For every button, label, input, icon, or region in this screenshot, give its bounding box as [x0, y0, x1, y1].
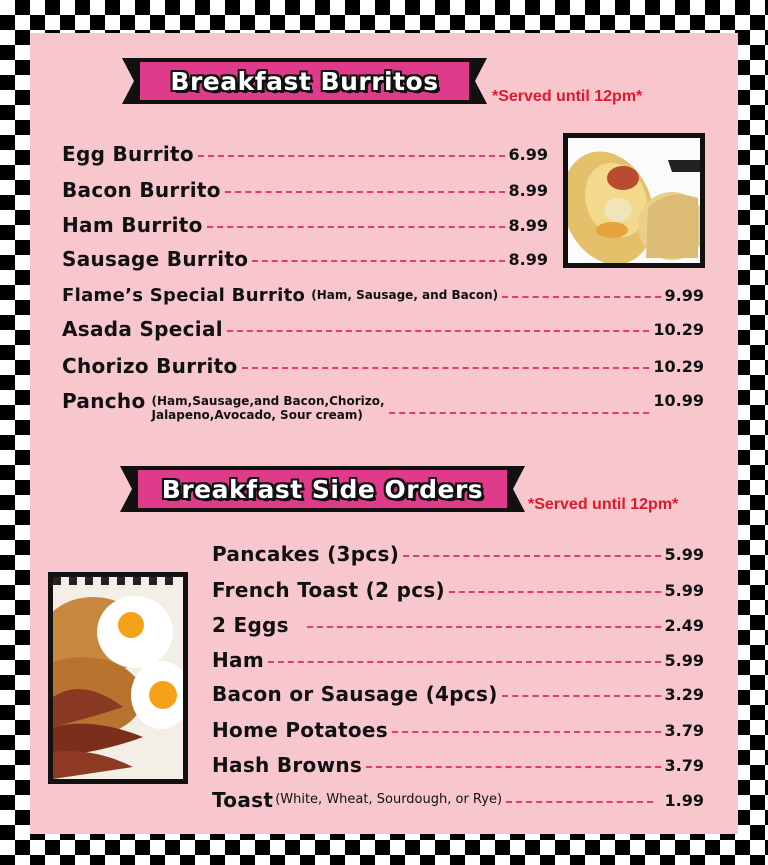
- served-note: *Served until 12pm*: [492, 88, 643, 105]
- item-name: Sausage Burrito: [62, 247, 249, 271]
- item-price: 5.99: [664, 580, 704, 600]
- item-price: 5.99: [664, 544, 704, 564]
- item-price: 10.99: [653, 391, 704, 410]
- item-name: Home Potatoes: [212, 718, 388, 742]
- leader-dots: [207, 226, 505, 228]
- leader-dots: [392, 731, 661, 733]
- section-title: Breakfast Side Orders: [161, 474, 484, 504]
- item-name: Asada Special: [62, 317, 223, 341]
- menu-item: [212, 785, 704, 815]
- item-price: 3.79: [664, 755, 704, 775]
- item-price: 6.99: [508, 144, 548, 164]
- leader-dots: [366, 766, 660, 768]
- item-price: 3.79: [664, 720, 704, 740]
- menu-item: [62, 175, 548, 205]
- menu-item: [212, 750, 704, 780]
- item-name: Chorizo Burrito: [62, 354, 238, 378]
- item-price: 8.99: [508, 215, 548, 235]
- menu-item: [212, 575, 704, 605]
- item-price: 5.99: [664, 650, 704, 670]
- item-name: Pancakes (3pcs): [212, 542, 400, 566]
- menu-item: [62, 139, 548, 169]
- leader-dots: [502, 695, 661, 697]
- item-detail: [152, 394, 385, 422]
- item-name: Flame’s Special Burrito: [62, 284, 306, 306]
- breakfast-photo: [48, 572, 188, 784]
- menu-item: [212, 679, 704, 709]
- item-name: Ham: [212, 648, 264, 672]
- item-price: 8.99: [508, 249, 548, 269]
- item-price: 10.29: [653, 356, 704, 376]
- detail-line: Jalapeno,Avocado, Sour cream): [151, 408, 363, 422]
- leader-dots: [268, 661, 661, 663]
- item-name: French Toast (2 pcs): [212, 578, 445, 602]
- menu-item: [212, 645, 704, 675]
- leader-dots: [225, 191, 505, 193]
- item-name: Pancho: [62, 389, 146, 413]
- item-name: Bacon Burrito: [62, 178, 221, 202]
- leader-dots: [242, 367, 650, 369]
- item-detail: (Ham, Sausage, and Bacon): [311, 288, 499, 302]
- leader-dots: [198, 155, 505, 157]
- served-note: *Served until 12pm*: [528, 496, 679, 513]
- side-orders-banner: [120, 466, 525, 512]
- item-price: 1.99: [664, 790, 704, 810]
- item-price: 9.99: [664, 285, 704, 305]
- section-title: Breakfast Burritos: [170, 66, 439, 96]
- item-name: Bacon or Sausage (4pcs): [212, 682, 498, 706]
- menu-item: [62, 386, 704, 426]
- item-price: 8.99: [508, 180, 548, 200]
- leader-dots: [502, 296, 660, 298]
- item-name: Toast: [212, 788, 274, 812]
- menu-item: [212, 715, 704, 745]
- burritos-banner: [122, 58, 487, 104]
- item-name: Ham Burrito: [62, 213, 203, 237]
- item-detail: (White, Wheat, Sourdough, or Rye): [275, 792, 503, 807]
- leader-dots: [506, 801, 652, 803]
- leader-dots: [227, 330, 649, 332]
- detail-line: (Ham,Sausage,and Bacon,Chorizo,: [151, 394, 385, 408]
- menu-item: [62, 314, 704, 344]
- menu-item: [62, 244, 548, 274]
- item-name: Hash Browns: [212, 753, 363, 777]
- menu-item: [62, 210, 548, 240]
- menu-item: [212, 610, 704, 640]
- menu-item: [62, 280, 704, 310]
- item-price: 3.29: [664, 684, 704, 704]
- banner-body: [134, 466, 511, 512]
- leader-dots: [403, 555, 660, 557]
- leader-dots: [389, 412, 650, 414]
- menu-item: [62, 351, 704, 381]
- item-name: 2 Eggs: [212, 613, 289, 637]
- leader-dots: [307, 626, 661, 628]
- leader-dots: [449, 591, 661, 593]
- menu-item: [212, 539, 704, 569]
- banner-body: [136, 58, 473, 104]
- leader-dots: [252, 260, 504, 262]
- burrito-photo: [563, 133, 705, 268]
- item-name: Egg Burrito: [62, 142, 194, 166]
- item-price: 10.29: [653, 319, 704, 339]
- item-price: 2.49: [664, 615, 704, 635]
